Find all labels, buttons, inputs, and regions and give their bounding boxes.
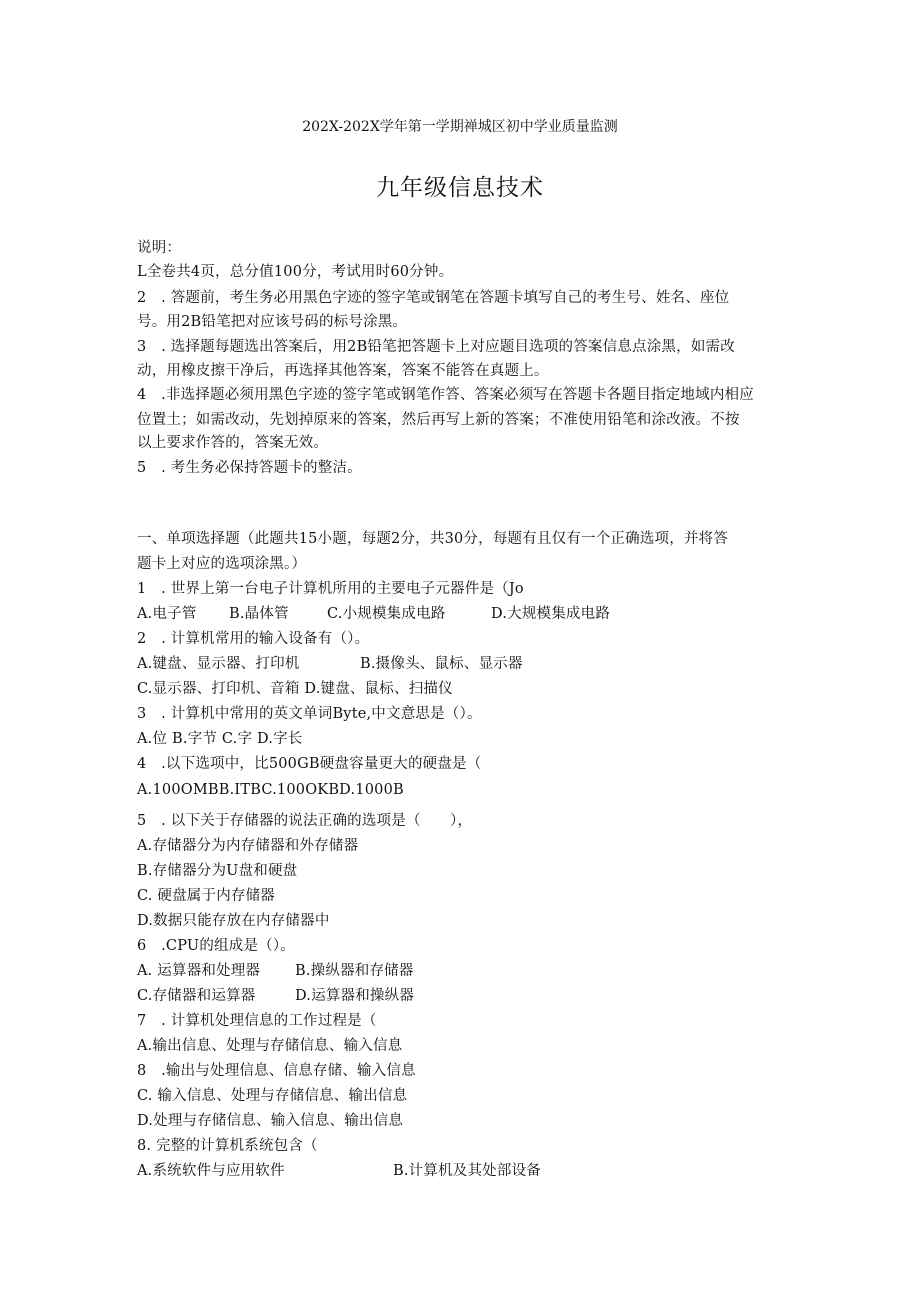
section-heading: 一、单项选择题（此题共15小题，每题2分，共30分，每题有且仅有一个正确选项，并将答 (137, 531, 729, 547)
question-1-option-a: A.电子管 (137, 606, 197, 622)
question-5-option-c: C. 硬盘属于内存储器 (137, 888, 275, 904)
instruction-line: 以上要求作答的，答案无效。 (137, 435, 329, 451)
question-1-option-b: B.晶体管 (229, 606, 289, 622)
question-7-option-a: A.输出信息、处理与存储信息、输入信息 (137, 1038, 403, 1054)
question-8-option-a: A.系统软件与应用软件 (137, 1163, 285, 1179)
question-4-stem: 4 .以下选项中，比500GB硬盘容量更大的硬盘是（ (137, 756, 482, 772)
question-7-option-c: C. 输入信息、处理与存储信息、输出信息 (137, 1088, 408, 1104)
question-1-stem: 1 . 世界上第一台电子计算机所用的主要电子元器件是（Jo (137, 581, 524, 597)
instruction-line: 4 .非选择题必须用黑色字迹的签字笔或钢笔作答、答案必须写在答题卡各题目指定地域内相应 (137, 387, 754, 403)
question-6-option-b: B.操纵器和存储器 (295, 963, 414, 979)
question-6-stem: 6 .CPU的组成是（）。 (137, 938, 295, 954)
question-5-stem: 5 . 以下关于存储器的说法正确的选项是（ ）， (137, 813, 473, 829)
question-2-stem: 2 . 计算机常用的输入设备有（）。 (137, 631, 370, 647)
question-6-option-a: A. 运算器和处理器 (137, 963, 261, 979)
instruction-line: L全卷共4页，总分值100分，考试用时60分钟。 (137, 264, 454, 280)
instructions-heading: 说明： (137, 240, 182, 256)
question-4-options: A.100OMBB.ITBC.100OKBD.1000B (137, 782, 404, 798)
instruction-line: 3 . 选择题每题选出答案后，用2B铅笔把答题卡上对应题目选项的答案信息点涂黑，如需改 (137, 339, 735, 355)
exam-subtitle: 202X-202X学年第一学期禅城区初中学业质量监测 (302, 119, 618, 135)
question-2-option-a: A.键盘、显示器、打印机 (137, 656, 300, 672)
question-7-stem: 7 . 计算机处理信息的工作过程是（ (137, 1013, 377, 1029)
question-1-option-c: C.小规模集成电路 (327, 606, 446, 622)
question-5-option-d: D.数据只能存放在内存储器中 (137, 913, 330, 929)
instruction-line: 号。用2B铅笔把对应该号码的标号涂黑。 (137, 314, 408, 330)
question-8-option-b: B.计算机及其处部设备 (393, 1163, 541, 1179)
question-5-option-b: B.存储器分为U盘和硬盘 (137, 863, 298, 879)
instruction-line: 动，用橡皮擦干净后，再选择其他答案，答案不能答在真题上。 (137, 363, 549, 379)
question-3-options: A.位 B.字节 C.字 D.字长 (137, 731, 303, 747)
question-1-option-d: D.大规模集成电路 (491, 606, 611, 622)
instruction-line: 位置土；如需改动，先划掉原来的答案，然后再写上新的答案；不准使用铅笔和涂改液。不按 (137, 412, 740, 428)
question-8-stem: 8. 完整的计算机系统包含（ (137, 1138, 318, 1154)
question-2-options-cd: C.显示器、打印机、音箱 D.键盘、鼠标、扫描仪 (137, 681, 453, 697)
instruction-line: 5 . 考生务必保持答题卡的整洁。 (137, 460, 362, 476)
question-6-option-c: C.存储器和运算器 (137, 988, 256, 1004)
section-heading-cont: 题卡上对应的选项涂黑。） (137, 556, 307, 572)
exam-title: 九年级信息技术 (376, 175, 544, 201)
instruction-line: 2 . 答题前，考生务必用黑色字迹的签字笔或钢笔在答题卡填写自己的考生号、姓名、座位 (137, 290, 730, 306)
question-5-option-a: A.存储器分为内存储器和外存储器 (137, 838, 359, 854)
question-2-option-b: B.摄像头、鼠标、显示器 (360, 656, 523, 672)
question-7-option-d: D.处理与存储信息、输入信息、输出信息 (137, 1113, 404, 1129)
question-7-option-b: 8 .输出与处理信息、信息存储、输入信息 (137, 1063, 416, 1079)
question-3-stem: 3 . 计算机中常用的英文单词Byte,中文意思是（）。 (137, 706, 482, 722)
question-6-option-d: D.运算器和操纵器 (295, 988, 415, 1004)
